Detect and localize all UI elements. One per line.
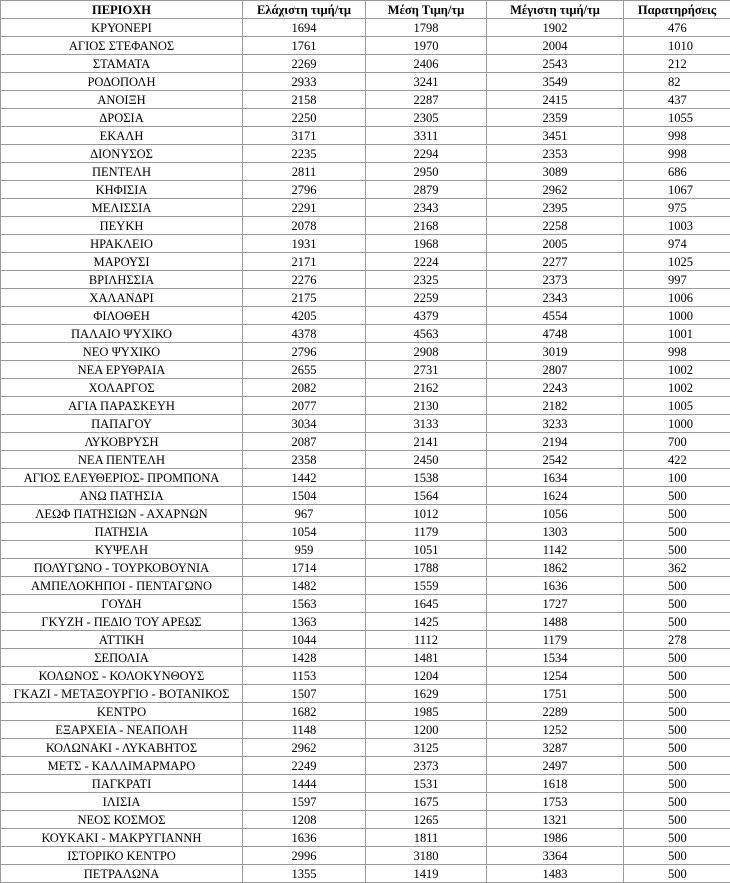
cell-avg-price: 4379 (366, 307, 487, 325)
cell-avg-price: 3133 (366, 415, 487, 433)
cell-area: ΚΕΝΤΡΟ (1, 703, 243, 721)
cell-min-price: 1044 (243, 631, 366, 649)
cell-min-price: 1714 (243, 559, 366, 577)
cell-max-price: 2353 (487, 145, 624, 163)
table-row (1, 739, 730, 757)
cell-min-price: 2811 (243, 163, 366, 181)
cell-min-price: 2087 (243, 433, 366, 451)
table-row (1, 793, 730, 811)
cell-max-price: 2277 (487, 253, 624, 271)
cell-avg-price: 2287 (366, 91, 487, 109)
cell-min-price: 2235 (243, 145, 366, 163)
table-row (1, 631, 730, 649)
cell-area: ΑΓΙΟΣ ΕΛΕΥΘΕΡΙΟΣ- ΠΡΟΜΠΟΝΑ (1, 469, 243, 487)
cell-max-price: 1618 (487, 775, 624, 793)
table-row (1, 271, 730, 289)
table-row (1, 865, 730, 883)
cell-avg-price: 2450 (366, 451, 487, 469)
table-row (1, 541, 730, 559)
cell-area: ΓΚΑΖΙ - ΜΕΤΑΞΟΥΡΓΙΟ - ΒΟΤΑΝΙΚΟΣ (1, 685, 243, 703)
table-row (1, 379, 730, 397)
cell-avg-price: 1788 (366, 559, 487, 577)
table-row (1, 253, 730, 271)
cell-avg-price: 1811 (366, 829, 487, 847)
cell-avg-price: 3241 (366, 73, 487, 91)
cell-observations: 700 (624, 433, 730, 451)
cell-observations: 500 (624, 721, 730, 739)
cell-max-price: 2542 (487, 451, 624, 469)
cell-avg-price: 1559 (366, 577, 487, 595)
cell-avg-price: 1645 (366, 595, 487, 613)
cell-min-price: 1444 (243, 775, 366, 793)
cell-avg-price: 4563 (366, 325, 487, 343)
cell-observations: 500 (624, 595, 730, 613)
cell-min-price: 3034 (243, 415, 366, 433)
cell-max-price: 1483 (487, 865, 624, 883)
table-row (1, 145, 730, 163)
table-row (1, 595, 730, 613)
table-row (1, 325, 730, 343)
header-min-price: Ελάχιστη τιμή/τμ (243, 1, 366, 19)
cell-area: ΦΙΛΟΘΕΗ (1, 307, 243, 325)
cell-min-price: 1153 (243, 667, 366, 685)
cell-max-price: 2359 (487, 109, 624, 127)
cell-avg-price: 1425 (366, 613, 487, 631)
cell-observations: 500 (624, 487, 730, 505)
cell-min-price: 2171 (243, 253, 366, 271)
cell-observations: 500 (624, 739, 730, 757)
cell-observations: 500 (624, 649, 730, 667)
table-row (1, 487, 730, 505)
table-row (1, 181, 730, 199)
table-row (1, 199, 730, 217)
cell-min-price: 1428 (243, 649, 366, 667)
cell-area: ΗΡΑΚΛΕΙΟ (1, 235, 243, 253)
cell-avg-price: 2224 (366, 253, 487, 271)
cell-area: ΑΝΟΙΞΗ (1, 91, 243, 109)
table-row (1, 757, 730, 775)
cell-avg-price: 1265 (366, 811, 487, 829)
cell-observations: 500 (624, 667, 730, 685)
table-row (1, 433, 730, 451)
cell-max-price: 3287 (487, 739, 624, 757)
cell-avg-price: 1798 (366, 19, 487, 37)
cell-area: ΚΟΛΩΝΟΣ - ΚΟΛΟΚΥΝΘΟΥΣ (1, 667, 243, 685)
table-row (1, 613, 730, 631)
cell-observations: 686 (624, 163, 730, 181)
cell-avg-price: 1629 (366, 685, 487, 703)
cell-area: ΡΟΔΟΠΟΛΗ (1, 73, 243, 91)
cell-max-price: 3233 (487, 415, 624, 433)
table-row (1, 685, 730, 703)
cell-min-price: 959 (243, 541, 366, 559)
cell-area: ΝΕΑ ΕΡΥΘΡΑΙΑ (1, 361, 243, 379)
cell-avg-price: 2731 (366, 361, 487, 379)
cell-observations: 974 (624, 235, 730, 253)
cell-min-price: 1694 (243, 19, 366, 37)
cell-max-price: 1303 (487, 523, 624, 541)
cell-max-price: 1321 (487, 811, 624, 829)
cell-area: ΣΤΑΜΑΤΑ (1, 55, 243, 73)
cell-observations: 998 (624, 145, 730, 163)
cell-min-price: 2078 (243, 217, 366, 235)
cell-avg-price: 1419 (366, 865, 487, 883)
cell-avg-price: 2325 (366, 271, 487, 289)
table-row (1, 55, 730, 73)
cell-min-price: 2962 (243, 739, 366, 757)
table-row (1, 73, 730, 91)
table-row (1, 703, 730, 721)
cell-avg-price: 1179 (366, 523, 487, 541)
cell-observations: 212 (624, 55, 730, 73)
cell-avg-price: 1968 (366, 235, 487, 253)
table-row (1, 37, 730, 55)
cell-max-price: 2543 (487, 55, 624, 73)
cell-area: ΠΕΥΚΗ (1, 217, 243, 235)
cell-avg-price: 1564 (366, 487, 487, 505)
cell-area: ΚΟΥΚΑΚΙ - ΜΑΚΡΥΓΙΑΝΝΗ (1, 829, 243, 847)
cell-min-price: 1363 (243, 613, 366, 631)
cell-area: ΒΡΙΛΗΣΣΙΑ (1, 271, 243, 289)
cell-observations: 1001 (624, 325, 730, 343)
cell-avg-price: 1538 (366, 469, 487, 487)
cell-observations: 1000 (624, 307, 730, 325)
cell-avg-price: 1112 (366, 631, 487, 649)
cell-observations: 998 (624, 343, 730, 361)
cell-min-price: 2269 (243, 55, 366, 73)
header-max-price: Μέγιστη τιμή/τμ (487, 1, 624, 19)
cell-area: ΛΕΩΦ ΠΑΤΗΣΙΩΝ - ΑΧΑΡΝΩΝ (1, 505, 243, 523)
cell-max-price: 2415 (487, 91, 624, 109)
cell-min-price: 1507 (243, 685, 366, 703)
cell-area: ΚΡΥΟΝΕΡΙ (1, 19, 243, 37)
cell-area: ΝΕΟΣ ΚΟΣΜΟΣ (1, 811, 243, 829)
cell-avg-price: 1985 (366, 703, 487, 721)
cell-max-price: 1862 (487, 559, 624, 577)
cell-avg-price: 1012 (366, 505, 487, 523)
cell-area: ΠΑΠΑΓΟΥ (1, 415, 243, 433)
cell-area: ΛΥΚΟΒΡΥΣΗ (1, 433, 243, 451)
header-area: ΠΕΡΙΟΧΗ (1, 1, 243, 19)
cell-avg-price: 1481 (366, 649, 487, 667)
cell-min-price: 1931 (243, 235, 366, 253)
cell-area: ΑΤΤΙΚΗ (1, 631, 243, 649)
cell-observations: 1002 (624, 361, 730, 379)
table-row (1, 19, 730, 37)
cell-observations: 500 (624, 829, 730, 847)
cell-observations: 500 (624, 541, 730, 559)
cell-area: ΑΜΠΕΛΟΚΗΠΟΙ - ΠΕΝΤΑΓΩΝΟ (1, 577, 243, 595)
cell-max-price: 1634 (487, 469, 624, 487)
cell-min-price: 2291 (243, 199, 366, 217)
cell-max-price: 1252 (487, 721, 624, 739)
cell-min-price: 2077 (243, 397, 366, 415)
cell-max-price: 1624 (487, 487, 624, 505)
cell-area: ΠΕΤΡΑΛΩΝΑ (1, 865, 243, 883)
cell-min-price: 1355 (243, 865, 366, 883)
table-row (1, 217, 730, 235)
cell-observations: 500 (624, 523, 730, 541)
cell-min-price: 2933 (243, 73, 366, 91)
cell-observations: 500 (624, 793, 730, 811)
cell-min-price: 4378 (243, 325, 366, 343)
cell-observations: 1055 (624, 109, 730, 127)
cell-max-price: 1142 (487, 541, 624, 559)
cell-avg-price: 2879 (366, 181, 487, 199)
cell-observations: 975 (624, 199, 730, 217)
table-row (1, 127, 730, 145)
header-observations: Παρατηρήσεις (624, 1, 730, 19)
cell-observations: 500 (624, 613, 730, 631)
table-row (1, 847, 730, 865)
table-row (1, 829, 730, 847)
cell-avg-price: 3125 (366, 739, 487, 757)
cell-min-price: 1054 (243, 523, 366, 541)
cell-min-price: 3171 (243, 127, 366, 145)
cell-area: ΚΗΦΙΣΙΑ (1, 181, 243, 199)
cell-max-price: 2373 (487, 271, 624, 289)
cell-avg-price: 1200 (366, 721, 487, 739)
cell-min-price: 2158 (243, 91, 366, 109)
cell-min-price: 2082 (243, 379, 366, 397)
cell-observations: 500 (624, 775, 730, 793)
cell-max-price: 1727 (487, 595, 624, 613)
cell-area: ΜΕΤΣ - ΚΑΛΛΙΜΑΡΜΑΡΟ (1, 757, 243, 775)
cell-avg-price: 2168 (366, 217, 487, 235)
cell-avg-price: 2141 (366, 433, 487, 451)
cell-max-price: 3019 (487, 343, 624, 361)
cell-observations: 1025 (624, 253, 730, 271)
cell-max-price: 1254 (487, 667, 624, 685)
cell-observations: 500 (624, 685, 730, 703)
cell-avg-price: 1204 (366, 667, 487, 685)
cell-area: ΔΙΟΝΥΣΟΣ (1, 145, 243, 163)
cell-avg-price: 2305 (366, 109, 487, 127)
table-row (1, 811, 730, 829)
cell-area: ΧΟΛΑΡΓΟΣ (1, 379, 243, 397)
cell-max-price: 1636 (487, 577, 624, 595)
cell-max-price: 2005 (487, 235, 624, 253)
cell-avg-price: 2162 (366, 379, 487, 397)
cell-min-price: 1504 (243, 487, 366, 505)
table-row (1, 163, 730, 181)
cell-area: ΑΓΙΟΣ ΣΤΕΦΑΝΟΣ (1, 37, 243, 55)
cell-max-price: 2497 (487, 757, 624, 775)
cell-area: ΚΥΨΕΛΗ (1, 541, 243, 559)
cell-area: ΜΕΛΙΣΣΙΑ (1, 199, 243, 217)
table-row (1, 523, 730, 541)
cell-max-price: 2395 (487, 199, 624, 217)
cell-max-price: 1751 (487, 685, 624, 703)
table-row (1, 577, 730, 595)
cell-max-price: 2194 (487, 433, 624, 451)
cell-observations: 82 (624, 73, 730, 91)
cell-max-price: 3364 (487, 847, 624, 865)
header-row (1, 1, 730, 19)
cell-observations: 500 (624, 505, 730, 523)
cell-area: ΕΚΑΛΗ (1, 127, 243, 145)
cell-max-price: 1986 (487, 829, 624, 847)
header-avg-price: Μέση Τιμη/τμ (366, 1, 487, 19)
table-row (1, 559, 730, 577)
table-row (1, 721, 730, 739)
cell-area: ΑΝΩ ΠΑΤΗΣΙΑ (1, 487, 243, 505)
cell-area: ΠΟΛΥΓΩΝΟ - ΤΟΥΡΚΟΒΟΥΝΙΑ (1, 559, 243, 577)
cell-area: ΔΡΟΣΙΑ (1, 109, 243, 127)
cell-observations: 1003 (624, 217, 730, 235)
cell-area: ΠΑΛΑΙΟ ΨΥΧΙΚΟ (1, 325, 243, 343)
cell-max-price: 1056 (487, 505, 624, 523)
cell-observations: 500 (624, 847, 730, 865)
table-row (1, 415, 730, 433)
cell-observations: 1006 (624, 289, 730, 307)
table-row (1, 109, 730, 127)
cell-min-price: 1148 (243, 721, 366, 739)
cell-max-price: 2004 (487, 37, 624, 55)
cell-area: ΑΓΙΑ ΠΑΡΑΣΚΕΥΗ (1, 397, 243, 415)
cell-max-price: 3451 (487, 127, 624, 145)
table-row (1, 307, 730, 325)
table-row (1, 235, 730, 253)
cell-observations: 500 (624, 703, 730, 721)
table-row (1, 343, 730, 361)
cell-min-price: 2249 (243, 757, 366, 775)
cell-min-price: 1682 (243, 703, 366, 721)
cell-min-price: 1208 (243, 811, 366, 829)
table-row (1, 397, 730, 415)
cell-min-price: 2655 (243, 361, 366, 379)
cell-area: ΣΕΠΟΛΙΑ (1, 649, 243, 667)
cell-avg-price: 3180 (366, 847, 487, 865)
cell-observations: 1002 (624, 379, 730, 397)
cell-area: ΚΟΛΩΝΑΚΙ - ΛΥΚΑΒΗΤΟΣ (1, 739, 243, 757)
cell-observations: 998 (624, 127, 730, 145)
cell-area: ΙΛΙΣΙΑ (1, 793, 243, 811)
cell-area: ΓΚΥΖΗ - ΠΕΔΙΟ ΤΟΥ ΑΡΕΩΣ (1, 613, 243, 631)
cell-avg-price: 2373 (366, 757, 487, 775)
cell-max-price: 4554 (487, 307, 624, 325)
cell-min-price: 967 (243, 505, 366, 523)
cell-min-price: 2796 (243, 343, 366, 361)
table-row (1, 361, 730, 379)
cell-min-price: 2358 (243, 451, 366, 469)
cell-max-price: 1534 (487, 649, 624, 667)
cell-max-price: 2258 (487, 217, 624, 235)
cell-max-price: 3089 (487, 163, 624, 181)
cell-avg-price: 3311 (366, 127, 487, 145)
table-row (1, 289, 730, 307)
cell-observations: 1010 (624, 37, 730, 55)
table-body (1, 19, 730, 883)
cell-avg-price: 1051 (366, 541, 487, 559)
cell-area: ΓΟΥΔΗ (1, 595, 243, 613)
cell-avg-price: 2950 (366, 163, 487, 181)
table-row (1, 649, 730, 667)
cell-observations: 278 (624, 631, 730, 649)
cell-avg-price: 1675 (366, 793, 487, 811)
cell-max-price: 1753 (487, 793, 624, 811)
cell-min-price: 2250 (243, 109, 366, 127)
cell-max-price: 1488 (487, 613, 624, 631)
cell-area: ΝΕΑ ΠΕΝΤΕΛΗ (1, 451, 243, 469)
cell-observations: 500 (624, 865, 730, 883)
cell-min-price: 1597 (243, 793, 366, 811)
cell-observations: 362 (624, 559, 730, 577)
cell-observations: 500 (624, 811, 730, 829)
table-row (1, 667, 730, 685)
cell-observations: 100 (624, 469, 730, 487)
cell-area: ΧΑΛΑΝΔΡΙ (1, 289, 243, 307)
cell-area: ΠΑΤΗΣΙΑ (1, 523, 243, 541)
cell-min-price: 1761 (243, 37, 366, 55)
cell-area: ΙΣΤΟΡΙΚΟ ΚΕΝΤΡΟ (1, 847, 243, 865)
cell-observations: 1005 (624, 397, 730, 415)
cell-max-price: 2289 (487, 703, 624, 721)
cell-observations: 422 (624, 451, 730, 469)
cell-observations: 997 (624, 271, 730, 289)
cell-max-price: 2962 (487, 181, 624, 199)
cell-min-price: 1482 (243, 577, 366, 595)
cell-max-price: 1902 (487, 19, 624, 37)
cell-observations: 476 (624, 19, 730, 37)
cell-min-price: 2796 (243, 181, 366, 199)
cell-max-price: 2343 (487, 289, 624, 307)
cell-min-price: 1636 (243, 829, 366, 847)
table-row (1, 469, 730, 487)
cell-avg-price: 2343 (366, 199, 487, 217)
cell-observations: 1067 (624, 181, 730, 199)
cell-max-price: 2182 (487, 397, 624, 415)
cell-avg-price: 2130 (366, 397, 487, 415)
cell-area: ΠΑΓΚΡΑΤΙ (1, 775, 243, 793)
cell-max-price: 3549 (487, 73, 624, 91)
cell-area: ΝΕΟ ΨΥΧΙΚΟ (1, 343, 243, 361)
table-row (1, 451, 730, 469)
cell-avg-price: 2908 (366, 343, 487, 361)
cell-avg-price: 2259 (366, 289, 487, 307)
cell-area: ΜΑΡΟΥΣΙ (1, 253, 243, 271)
cell-min-price: 2996 (243, 847, 366, 865)
cell-max-price: 2243 (487, 379, 624, 397)
cell-max-price: 4748 (487, 325, 624, 343)
cell-observations: 500 (624, 577, 730, 595)
cell-min-price: 1563 (243, 595, 366, 613)
cell-min-price: 2276 (243, 271, 366, 289)
cell-observations: 1000 (624, 415, 730, 433)
cell-min-price: 1442 (243, 469, 366, 487)
cell-avg-price: 2294 (366, 145, 487, 163)
cell-min-price: 4205 (243, 307, 366, 325)
cell-avg-price: 1970 (366, 37, 487, 55)
table-row (1, 775, 730, 793)
cell-area: ΠΕΝΤΕΛΗ (1, 163, 243, 181)
cell-min-price: 2175 (243, 289, 366, 307)
cell-observations: 500 (624, 757, 730, 775)
cell-max-price: 1179 (487, 631, 624, 649)
cell-observations: 437 (624, 91, 730, 109)
cell-avg-price: 2406 (366, 55, 487, 73)
table-row (1, 91, 730, 109)
table-row (1, 505, 730, 523)
cell-area: ΕΞΑΡΧΕΙΑ - ΝΕΑΠΟΛΗ (1, 721, 243, 739)
cell-avg-price: 1531 (366, 775, 487, 793)
cell-max-price: 2807 (487, 361, 624, 379)
